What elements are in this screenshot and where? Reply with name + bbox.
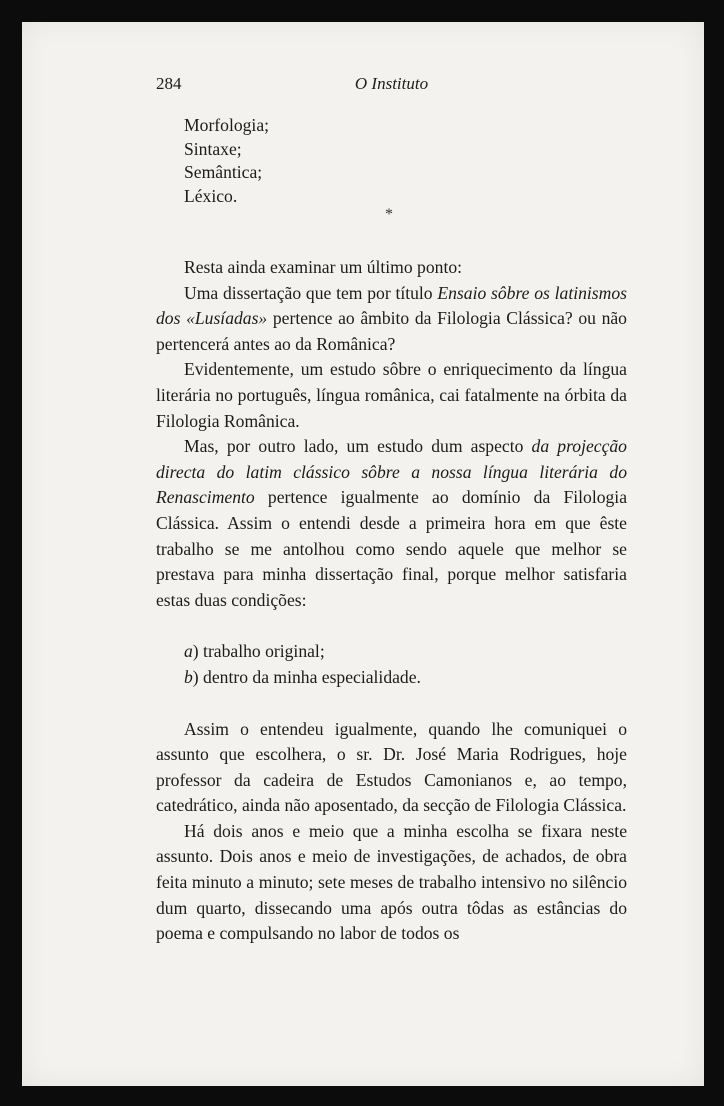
italic-phrase: da projecção directa do latim clássico sôbre a nossa língua literária do Renascimento — [156, 436, 627, 508]
paragraph: Assim o entendeu igualmente, quando lhe comuniquei o assunto que escolhera, o sr. Dr. José Maria Rodrigues, hoje professor da cadeira de Estudos Camonianos e, ao tempo, catedrático, ainda não aposentado, da secção de Filologia Clássica. — [156, 718, 627, 816]
condition-text: ) trabalho original; — [192, 641, 325, 662]
book-page — [22, 22, 704, 1086]
paragraph — [156, 281, 627, 358]
outline-list — [184, 114, 269, 208]
outline-item: Sintaxe; — [184, 138, 242, 159]
running-head — [156, 74, 627, 100]
condition-letter: b — [184, 666, 193, 687]
spacer — [156, 613, 627, 639]
paragraph-text: Uma dissertação que tem por título — [184, 282, 438, 303]
italic-title: Ensaio sôbre os latinismos dos «Lusíadas» — [156, 282, 627, 329]
outline-item: Léxico. — [184, 185, 238, 206]
condition-item — [156, 639, 627, 665]
paragraph-text: Mas, por outro lado, um estudo dum aspecto — [184, 436, 532, 457]
running-title: O Instituto — [354, 74, 429, 93]
paragraph — [156, 434, 627, 613]
body-text — [156, 255, 627, 947]
paragraph: Há dois anos e meio que a minha escolha se fixara neste assunto. Dois anos e meio de investigações, de achados, de obra feita minuto a minuto; sete meses de trabalho intensivo no silêncio dum quarto, dissecando uma após outra tôdas as estâncias do poema e compulsando no labor de todos os — [156, 820, 627, 944]
paragraph: Resta ainda examinar um último ponto: — [184, 257, 463, 277]
page-number: 284 — [156, 74, 182, 93]
paragraph-text: pertence ao âmbito da Filologia Clássica? ou não pertencerá antes ao da Românica? — [156, 308, 627, 354]
paragraph: Evidentemente, um estudo sôbre o enriquecimento da língua literária no português, língua românica, cai fatalmente na órbita da Filologia Românica. — [156, 359, 627, 431]
outline-item: Morfologia; — [184, 115, 270, 135]
paragraph-text: pertence igualmente ao domínio da Filologia Clássica. Assim o entendi desde a primeira hora em que êste trabalho se me antolhou como sendo aquele que melhor se prestava para minha dissertação final, porque melhor satisfaria estas duas condições: — [156, 487, 627, 610]
section-separator: * — [385, 206, 393, 223]
condition-item — [156, 665, 627, 691]
condition-text: ) dentro da minha especialidade. — [192, 666, 421, 687]
spacer — [156, 691, 627, 717]
conditions-list — [156, 639, 627, 690]
outline-item: Semântica; — [184, 162, 263, 182]
condition-letter: a — [184, 641, 193, 662]
